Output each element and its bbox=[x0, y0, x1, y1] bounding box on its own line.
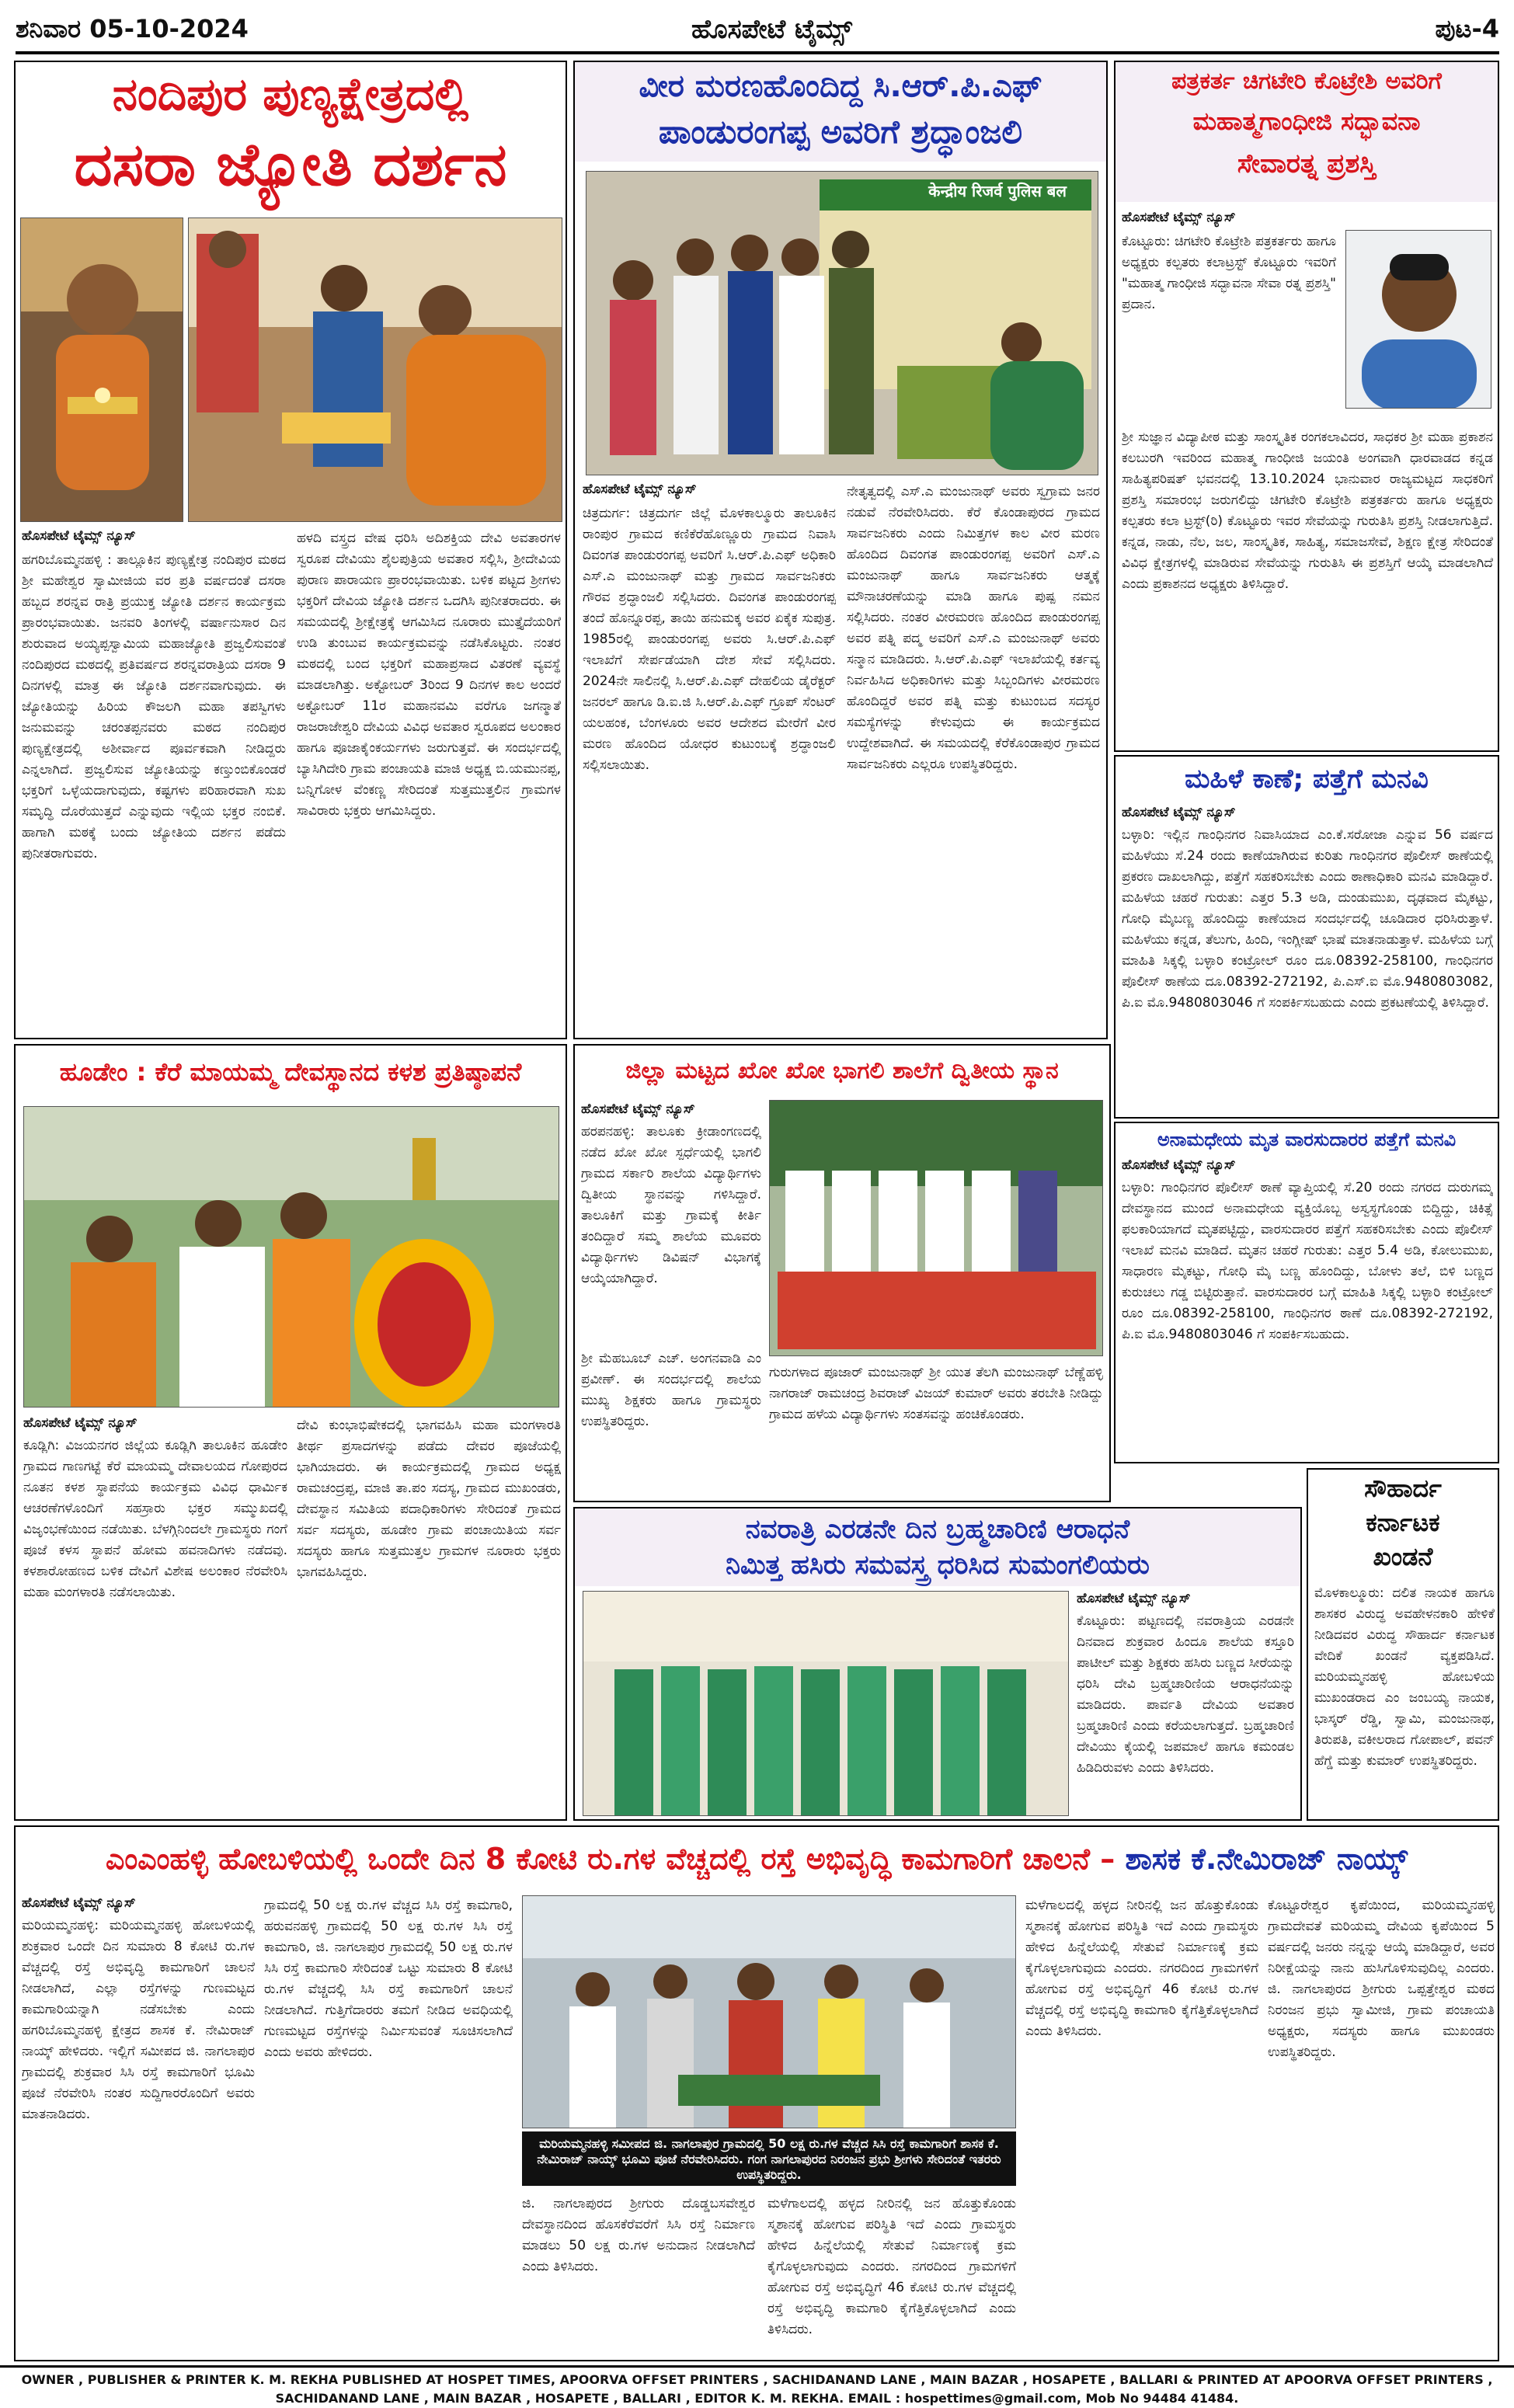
story-mmhalli-col-6: ಕೊಟ್ಟೂರೇಶ್ವರ ಕೃಪೆಯಿಂದ, ಮರಿಯಮ್ಮನಹಳ್ಳಿ ಗ್ರಾಮದೇವತೆ ಮರಿಯಮ್ಮ ದೇವಿಯ ಕೃಪೆಯಿಂದ 5 ವರ್ಷದಲ್ಲಿ ಜನರು ನನ್ನನ್ನು ಆಯ್ಕೆ ಮಾಡಿದ್ದಾರೆ, ಅವರ ನಿರೀಕ್ಷೆಯನ್ನು ನಾನು ಹುಸಿಗೊಳಿಸುವುದಿಲ್ಲ ಎಂದರು. ಜಿ. ನಾಗಲಾಪುರದ ಶ್ರೀಗುರು ಒಪ್ಪತ್ತೇಶ್ವರ ಮಠದ ನಿರಂಜನ ಪ್ರಭು ಸ್ವಾಮೀಜಿ, ಗ್ರಾಮ ಪಂಚಾಯತಿ ಅಧ್ಯಕ್ಷರು, ಸದಸ್ಯರು ಹಾಗೂ ಮುಖಂಡರು ಉಪಸ್ಥಿತರಿದ್ದರು. bbox=[1268, 1898, 1495, 2060]
story-sauharda-headline-3: ಖಂಡನೆ bbox=[1373, 1542, 1433, 1571]
story-mmhalli-col-5: ಮಳೆಗಾಲದಲ್ಲಿ ಹಳ್ಳದ ನೀರಿನಲ್ಲಿ ಜನ ಹೊತ್ತುಕೊಂಡು ಸ್ಮಶಾನಕ್ಕೆ ಹೋಗುವ ಪರಿಸ್ಥಿತಿ ಇದೆ ಎಂದು ಗ್ರಾಮಸ್ಥರು ಹೇಳಿದ ಹಿನ್ನೆಲೆಯಲ್ಲಿ ಸೇತುವೆ ನಿರ್ಮಾಣಕ್ಕೆ ಕ್ರಮ ಕೈಗೊಳ್ಳಲಾಗುವುದು ಎಂದರು. ನಗರದಿಂದ ಗ್ರಾಮಗಳಿಗೆ ಹೋಗುವ ರಸ್ತೆ ಅಭಿವೃದ್ಧಿಗೆ 46 ಕೋಟಿ ರು.ಗಳ ವೆಚ್ಚದಲ್ಲಿ ರಸ್ತೆ ಅಭಿವೃದ್ಧಿ ಕಾಮಗಾರಿ ಕೈಗೆತ್ತಿಕೊಳ್ಳಲಾಗಿದೆ ಎಂದು ತಿಳಿಸಿದರು. bbox=[1025, 1898, 1258, 2039]
story-nandipura-headline-1: ನಂದಿಪುರ ಪುಣ್ಯಕ್ಷೇತ್ರದಲ್ಲಿ bbox=[112, 68, 469, 120]
story-mmhalli-col-1: ಮರಿಯಮ್ಮನಹಳ್ಳಿ: ಮರಿಯಮ್ಮನಹಳ್ಳಿ ಹೋಬಳಿಯಲ್ಲಿ ಶುಕ್ರವಾರ ಒಂದೇ ದಿನ ಸುಮಾರು 8 ಕೋಟಿ ರು.ಗಳ ವೆಚ್ಚದಲ್ಲಿ ರಸ್ತೆ ಅಭಿವೃದ್ಧಿ ಕಾಮಗಾರಿಗೆ ಚಾಲನೆ ನೀಡಲಾಗಿದೆ, ಎಲ್ಲಾ ರಸ್ತೆಗಳನ್ನು ಗುಣಮಟ್ಟದ ಕಾಮಗಾರಿಯನ್ನಾಗಿ ನಡೆಸಬೇಕು ಎಂದು ಹಗರಿಬೊಮ್ಮನಹಳ್ಳಿ ಕ್ಷೇತ್ರದ ಶಾಸಕ ಕೆ. ನೇಮಿರಾಜ್ ನಾಯ್ಕ್ ಹೇಳಿದರು. ಇಲ್ಲಿಗೆ ಸಮೀಪದ ಜಿ. ನಾಗಲಾಪುರ ಗ್ರಾಮದಲ್ಲಿ ಶುಕ್ರವಾರ ಸಿಸಿ ರಸ್ತೆ ಕಾಮಗಾರಿಗೆ ಭೂಮಿ ಪೂಜೆ ನೆರವೇರಿಸಿ ನಂತರ ಸುದ್ದಿಗಾರರೊಂದಿಗೆ ಅವರು ಮಾತನಾಡಿದರು. bbox=[22, 1918, 255, 2122]
story-journalist-award bbox=[1114, 61, 1499, 752]
photo-green-saree-group bbox=[583, 1591, 1069, 1816]
photo-crpf-ceremony bbox=[586, 171, 1098, 475]
story-sauharda-body: ಮೊಳಕಾಲ್ಮೂರು: ದಲಿತ ನಾಯಕ ಹಾಗೂ ಶಾಸಕರ ವಿರುದ್ಧ ಅವಹೇಳನಕಾರಿ ಹೇಳಿಕೆ ನೀಡಿದವರ ವಿರುದ್ಧ ಸೌಹಾರ್ದ ಕರ್ನಾಟಕ ವೇದಿಕೆ ಖಂಡನೆ ವ್ಯಕ್ತಪಡಿಸಿದೆ. ಮರಿಯಮ್ಮನಹಳ್ಳಿ ಹೋಬಳಿಯ ಮುಖಂಡರಾದ ಎಂ ಜಂಬಯ್ಯ ನಾಯಕ, ಭಾಸ್ಕರ್ ರೆಡ್ಡಿ, ಸ್ವಾಮಿ, ಮಂಜುನಾಥ, ತಿರುಪತಿ, ವಕೀಲರಾದ ಗೋಪಾಲ್, ಪವನ್ ಹೆಗ್ಡೆ ಮತ್ತು ಕುಮಾರ್ ಉಪಸ್ಥಿತರಿದ್ದರು. bbox=[1314, 1585, 1495, 1769]
story-crpf-col-2: ನೇತೃತ್ವದಲ್ಲಿ ಎಸ್.ಎ ಮಂಜುನಾಥ್ ಅವರು ಸ್ವಗ್ರಾಮ ಜನರ ನಡುವೆ ನೆರವೇರಿಸಿದರು. ಕೆರೆ ಕೊಂಡಾಪುರದ ಗ್ರಾಮದ ಸಾರ್ವಜನಿಕರು ಎಂದು ನಿಮಿತ್ತಗಳ ಕಾಲ ವೀರ ಮರಣ ಹೊಂದಿದ ದಿವಂಗತ ಪಾಂಡುರಂಗಪ್ಪ ಅವರಿಗೆ ಎಸ್.ಎ ಮಂಜುನಾಥ್ ಹಾಗೂ ಸಾರ್ವಜನಿಕರು ಆತ್ಮಕ್ಕೆ ಮೌನಾಚರಣೆಯನ್ನು ಮಾಡಿ ಹಾಗೂ ಪುಷ್ಪ ನಮನ ಸಲ್ಲಿಸಿದರು. ನಂತರ ವೀರಮರಣ ಹೊಂದಿದ ಪಾಂಡುರಂಗಪ್ಪ ಅವರ ಪತ್ನಿ ಪದ್ಮ ಅವರಿಗೆ ಎಸ್.ಎ ಮಂಜುನಾಥ್ ಅವರು ಸನ್ಮಾನ ಮಾಡಿದರು. ಸಿ.ಆರ್.ಪಿ.ಎಫ್ ಇಲಾಖೆಯಲ್ಲಿ ಕರ್ತವ್ಯ ನಿರ್ವಹಿಸಿದ ಅಧಿಕಾರಿಗಳು ಮತ್ತು ಸಿಬ್ಬಂದಿಗಳು ವೀರಮರಣ ಹೊಂದಿದ್ದರೆ ಅವರ ಪತ್ನಿ ಮತ್ತು ಕುಟುಂಬದ ಸದಸ್ಯರ ಸಮಸ್ಯೆಗಳನ್ನು ಕೇಳುವುದು ಈ ಕಾರ್ಯಕ್ರಮದ ಉದ್ದೇಶವಾಗಿದೆ. ಈ ಸಮಯದಲ್ಲಿ ಕೆರೆಕೊಂಡಾಪುರ ಗ್ರಾಮದ ಸಾರ್ವಜನಿಕರು ಎಲ್ಲರೂ ಉಪಸ್ಥಿತರಿದ್ದರು. bbox=[847, 484, 1100, 772]
story-unidentified-byline: ಹೊಸಪೇಟೆ ಟೈಮ್ಸ್ ನ್ಯೂಸ್ bbox=[1122, 1157, 1236, 1173]
story-mmhalli-headline-main: ಎಂಎಂಹಳ್ಳಿ ಹೋಬಳಿಯಲ್ಲಿ ಒಂದೇ ದಿನ 8 ಕೋಟಿ ರು.ಗಳ ವೆಚ್ಚದಲ್ಲಿ ರಸ್ತೆ ಅಭಿವೃದ್ಧಿ ಕಾಮಗಾರಿಗೆ ಚಾಲನೆ bbox=[105, 1842, 1091, 1876]
story-missing-body: ಬಳ್ಳಾರಿ: ಇಲ್ಲಿನ ಗಾಂಧಿನಗರ ನಿವಾಸಿಯಾದ ಎಂ.ಕೆ.ಸರೋಜಾ ಎನ್ನುವ 56 ವರ್ಷದ ಮಹಿಳೆಯು ಸೆ.24 ರಂದು ಕಾಣೆಯಾಗಿರುವ ಕುರಿತು ಗಾಂಧಿನಗರ ಪೊಲೀಸ್ ಠಾಣೆಯಲ್ಲಿ ಪ್ರಕರಣ ದಾಖಲಾಗಿದ್ದು, ಪತ್ತೆಗೆ ಸಹಕರಿಸಬೇಕು ಎಂದು ಠಾಣಾಧಿಕಾರಿ ಮನವಿ ಮಾಡಿದ್ದಾರೆ. ಮಹಿಳೆಯ ಚಹರೆ ಗುರುತು: ಎತ್ತರ 5.3 ಅಡಿ, ದುಂಡುಮುಖ, ದೃಢವಾದ ಮೈಕಟ್ಟು, ಗೋಧಿ ಮೈಬಣ್ಣ ಹೊಂದಿದ್ದು ಕಾಣೆಯಾದ ಸಂದರ್ಭದಲ್ಲಿ ಚೂಡಿದಾರ ಧರಿಸಿರುತ್ತಾಳೆ. ಮಹಿಳೆಯು ಕನ್ನಡ, ತೆಲುಗು, ಹಿಂದಿ, ಇಂಗ್ಲೀಷ್ ಭಾಷೆ ಮಾತನಾಡುತ್ತಾಳೆ. ಮಹಿಳೆಯ ಬಗ್ಗೆ ಮಾಹಿತಿ ಸಿಕ್ಕಲ್ಲಿ ಬಳ್ಳಾರಿ ಕಂಟ್ರೋಲ್ ರೂಂ ದೂ.08392-258100, ಗಾಂಧಿನಗರ ಪೊಲೀಸ್ ಠಾಣೆಯ ದೂ.08392-272192, ಪಿ.ಎಸ್.ಐ ಮೊ.9480803082, ಪಿ.ಐ ಮೊ.9480803046 ಗೆ ಸಂಪರ್ಕಿಸಬಹುದು ಎಂದು ಪ್ರಕಟಣೆಯಲ್ಲಿ ತಿಳಿಸಿದ್ದಾರೆ. bbox=[1122, 827, 1493, 1011]
story-navaratri-headline-1: ನವರಾತ್ರಿ ಎರಡನೇ ದಿನ ಬ್ರಹ್ಮಚಾರಿಣಿ ಆರಾಧನೆ bbox=[745, 1514, 1130, 1545]
imprint-line-1: OWNER , PUBLISHER & PRINTER K. M. REKHA PUBLISHED AT HOSPET TIMES, APOORVA OFFSET PRINTERS , SACHIDANAND LANE , MAIN BAZAR , HOSAPETE , BALLARI & PRINTED AT APOORVA OFFSET PRINTERS , bbox=[21, 2372, 1493, 2387]
story-hudem-byline: ಹೊಸಪೇಟೆ ಟೈಮ್ಸ್ ನ್ಯೂಸ್ bbox=[23, 1415, 137, 1431]
crpf-banner-text: केन्द्रीय रिजर्व पुलिस बल bbox=[928, 182, 1067, 200]
story-mmhalli-headline bbox=[16, 1843, 1498, 1877]
story-award-headline-1: ಪತ್ರಕರ್ತ ಚಿಗಟೇರಿ ಕೊಟ್ರೇಶಿ ಅವರಿಗೆ bbox=[1171, 68, 1442, 95]
story-sauharda-headline-1: ಸೌಹಾರ್ದ bbox=[1364, 1474, 1442, 1503]
story-hudem-col-2: ದೇವಿ ಕುಂಭಾಭಿಷೇಕದಲ್ಲಿ ಭಾಗವಹಿಸಿ ಮಹಾ ಮಂಗಳಾರತಿ ತೀರ್ಥ ಪ್ರಸಾದಗಳನ್ನು ಪಡೆದು ದೇವರ ಪೂಜೆಯಲ್ಲಿ ಭಾಗಿಯಾದರು. ಈ ಕಾರ್ಯಕ್ರಮದಲ್ಲಿ ಗ್ರಾಮದ ಅಧ್ಯಕ್ಷ ರಾಮಚಂದ್ರಪ್ಪ, ಮಾಜಿ ತಾ.ಪಂ ಸದಸ್ಯ, ಗ್ರಾಮದ ಮುಖಂಡರು, ದೇವಸ್ಥಾನ ಸಮಿತಿಯ ಪದಾಧಿಕಾರಿಗಳು ಸೇರಿದಂತೆ ಗ್ರಾಮದ ಸರ್ವ ಸದಸ್ಯರು, ಹೂಡೇಂ ಗ್ರಾಮ ಪಂಚಾಯಿತಿಯ ಸರ್ವ ಸದಸ್ಯರು ಹಾಗೂ ಸುತ್ತಮುತ್ತಲ ಗ್ರಾಮಗಳ ನೂರಾರು ಭಕ್ತರು ಭಾಗವಹಿಸಿದ್ದರು. bbox=[297, 1418, 561, 1580]
story-navaratri-headline-2: ನಿಮಿತ್ತ ಹಸಿರು ಸಮವಸ್ತ್ರ ಧರಿಸಿದ ಸುಮಂಗಲಿಯರು bbox=[726, 1550, 1150, 1581]
story-nandipura-col-1: ಹಗರಿಬೊಮ್ಮನಹಳ್ಳಿ : ತಾಲ್ಲೂಕಿನ ಪುಣ್ಯಕ್ಷೇತ್ರ ನಂದಿಪುರ ಮಠದ ಶ್ರೀ ಮಹೇಶ್ವರ ಸ್ವಾಮೀಜಿಯ ವರ ಪ್ರತಿ ವರ್ಷದಂತೆ ದಸರಾ ಹಬ್ಬದ ಶರನ್ನವ ರಾತ್ರಿ ಪ್ರಯುಕ್ತ ಜ್ಯೋತಿ ದರ್ಶನ ಕಾರ್ಯಕ್ರಮ ಪ್ರಾರಂಭವಾಯಿತು. ಜನವರಿ ತಿಂಗಳಲ್ಲಿ ವರ್ಷಾನುಸಾರ ದಿನ ಶುರುವಾದ ಅಯ್ಯಪ್ಪಸ್ವಾಮಿಯ ಮಹಾಜ್ಯೋತಿ ಪ್ರಜ್ವಲಿಸುವಂತೆ ನಂದಿಪುರದ ಮಠದಲ್ಲಿ ಪ್ರತಿವರ್ಷದ ಶರನ್ನವರಾತ್ರಿಯ ದಸರಾ 9 ದಿನಗಳಲ್ಲಿ ಮಾತ್ರ ಈ ಜ್ಯೋತಿ ದರ್ಶನವಾಗುವುದು. ಈ ಜ್ಯೋತಿಯನ್ನು ಹಿರಿಯ ಕೌಜಲಗಿ ಮಹಾ ತಪಸ್ವಿಗಳು ಜನುಮವನ್ನು ಚರಂತಪ್ಪನವರು ಮಠದ ನಂದಿಪುರ ಪುಣ್ಯಕ್ಷೇತ್ರದಲ್ಲಿ ಅಶೀರ್ವಾದ ಪೂರ್ವಕವಾಗಿ ನೀಡಿದ್ದರು ಎನ್ನಲಾಗಿದೆ. ಪ್ರಜ್ವಲಿಸುವ ಜ್ಯೋತಿಯನ್ನು ಕಣ್ತುಂಬಿಕೊಂಡರೆ ಭಕ್ತರಿಗೆ ಒಳ್ಳೆಯದಾಗುವುದು, ಕಷ್ಟಗಳು ಪರಿಹಾರವಾಗಿ ಸುಖ ಸಮೃದ್ಧಿ ದೊರೆಯುತ್ತದೆ ಎನ್ನುವುದು ಇಲ್ಲಿಯ ಭಕ್ತರ ನಂಬಿಕೆ. ಹಾಗಾಗಿ ಮಠಕ್ಕೆ ಬಂದು ಜ್ಯೋತಿಯ ದರ್ಶನ ಪಡೆದು ಪುನೀತರಾಗುವರು. bbox=[22, 552, 286, 861]
story-hudem-headline: ಹೂಡೇಂ : ಕೆರೆ ಮಾಯಮ್ಮ ದೇವಸ್ಥಾನದ ಕಳಶ ಪ್ರತಿಷ್ಠಾಪನೆ bbox=[59, 1057, 522, 1087]
story-crpf-headline-2: ಪಾಂಡುರಂಗಪ್ಪ ಅವರಿಗೆ ಶ್ರದ್ಧಾಂಜಲಿ bbox=[658, 113, 1023, 151]
story-unidentified-body bbox=[1114, 1122, 1499, 1463]
story-award-byline: ಹೊಸಪೇಟೆ ಟೈಮ್ಸ್ ನ್ಯೂಸ್ bbox=[1122, 210, 1236, 225]
photo-bhoomi-pooja bbox=[522, 1895, 1016, 2128]
story-missing-byline: ಹೊಸಪೇಟೆ ಟೈಮ್ಸ್ ನ್ಯೂಸ್ bbox=[1122, 805, 1236, 820]
story-award-intro: ಕೊಟ್ಟೂರು: ಚಿಗಟೇರಿ ಕೊಟ್ರೇಶಿ ಪತ್ರಕರ್ತರು ಹಾಗೂ ಅಧ್ಯಕ್ಷರು ಕಲ್ಪತರು ಕಲಾಟ್ರಸ್ಟ್ ಕೊಟ್ಟೂರು ಇವರಿಗೆ "ಮಹಾತ್ಮ ಗಾಂಧೀಜಿ ಸದ್ಭಾವನಾ ಸೇವಾ ರತ್ನ ಪ್ರಶಸ್ತಿ" ಪ್ರದಾನ. bbox=[1122, 234, 1336, 312]
story-mmhalli-headline-mla: ಶಾಸಕ ಕೆ.ನೇಮಿರಾಜ್ ನಾಯ್ಕ್ bbox=[1125, 1842, 1408, 1876]
story-award-headline-3: ಸೇವಾರತ್ನ ಪ್ರಶಸ್ತಿ bbox=[1237, 148, 1377, 179]
photo-dasara-ritual bbox=[188, 217, 562, 522]
story-crpf-tribute bbox=[573, 61, 1108, 1039]
story-sauharda bbox=[1307, 1468, 1499, 1821]
photo-kalasha-ceremony bbox=[23, 1106, 559, 1408]
story-mmhalli-col-4: ಮಳೆಗಾಲದಲ್ಲಿ ಹಳ್ಳದ ನೀರಿನಲ್ಲಿ ಜನ ಹೊತ್ತುಕೊಂಡು ಸ್ಮಶಾನಕ್ಕೆ ಹೋಗುವ ಪರಿಸ್ಥಿತಿ ಇದೆ ಎಂದು ಗ್ರಾಮಸ್ಥರು ಹೇಳಿದ ಹಿನ್ನೆಲೆಯಲ್ಲಿ ಸೇತುವೆ ನಿರ್ಮಾಣಕ್ಕೆ ಕ್ರಮ ಕೈಗೊಳ್ಳಲಾಗುವುದು ಎಂದರು. ನಗರದಿಂದ ಗ್ರಾಮಗಳಿಗೆ ಹೋಗುವ ರಸ್ತೆ ಅಭಿವೃದ್ಧಿಗೆ 46 ಕೋಟಿ ರು.ಗಳ ವೆಚ್ಚದಲ್ಲಿ ರಸ್ತೆ ಅಭಿವೃದ್ಧಿ ಕಾಮಗಾರಿ ಕೈಗೆತ್ತಿಕೊಳ್ಳಲಾಗಿದೆ ಎಂದು ತಿಳಿಸಿದರು. bbox=[767, 2196, 1016, 2337]
headline-dash: – bbox=[1100, 1842, 1126, 1876]
imprint-footer bbox=[0, 2365, 1514, 2408]
story-mmhalli-roads bbox=[14, 1825, 1499, 2361]
story-missing-woman bbox=[1114, 755, 1499, 1119]
story-khokho-school bbox=[573, 1044, 1111, 1502]
story-khokho-headline: ಜಿಲ್ಲಾ ಮಟ್ಟದ ಖೋ ಖೋ ಭಾಗಲಿ ಶಾಲೆಗೆ ದ್ವಿತೀಯ ಸ್ಥಾನ bbox=[625, 1057, 1059, 1084]
story-navaratri-byline: ಹೊಸಪೇಟೆ ಟೈಮ್ಸ್ ನ್ಯೂಸ್ bbox=[1077, 1591, 1191, 1606]
story-nandipura bbox=[14, 61, 567, 1039]
photo-bhoomi-pooja-caption: ಮರಿಯಮ್ಮನಹಳ್ಳಿ ಸಮೀಪದ ಜಿ. ನಾಗಲಾಪುರ ಗ್ರಾಮದಲ್ಲಿ 50 ಲಕ್ಷ ರು.ಗಳ ವೆಚ್ಚದ ಸಿಸಿ ರಸ್ತೆ ಕಾಮಗಾರಿಗೆ ಶಾಸಕ ಕೆ. ನೇಮಿರಾಜ್ ನಾಯ್ಕ್ ಭೂಮಿ ಪೂಜೆ ನೆರವೇರಿಸಿದರು. ಗಂಗ ನಾಗಲಾಪುರದ ನಿರಂಜನ ಪ್ರಭು ಶ್ರೀಗಳು ಸೇರಿದಂತೆ ಇತರರು ಉಪಸ್ಥಿತರಿದ್ದರು. bbox=[522, 2131, 1016, 2186]
photo-swamiji-jyoti bbox=[20, 217, 183, 522]
imprint-line-2: SACHIDANAND LANE , MAIN BAZAR , HOSAPETE , BALLARI , EDITOR K. M. REKHA. EMAIL : hospettimes@gmail.com, Mob No 94484 41484. bbox=[275, 2391, 1239, 2406]
story-missing-headline: ಮಹಿಳೆ ಕಾಣೆ; ಪತ್ತೆಗೆ ಮನವಿ bbox=[1185, 764, 1429, 795]
story-khokho-byline: ಹೊಸಪೇಟೆ ಟೈಮ್ಸ್ ನ್ಯೂಸ್ bbox=[581, 1101, 695, 1117]
page-number: ಪುಟ-4 bbox=[1435, 14, 1499, 43]
issue-date: ಶನಿವಾರ 05-10-2024 bbox=[16, 14, 249, 43]
story-khokho-col-3: ಶ್ರೀ ಮೆಹಬೂಬ್ ಎಚ್. ಅಂಗನವಾಡಿ ಎಂ ಪ್ರವೀಣ್. ಈ ಸಂದರ್ಭದಲ್ಲಿ ಶಾಲೆಯ ಮುಖ್ಯ ಶಿಕ್ಷಕರು ಹಾಗೂ ಗ್ರಾಮಸ್ಥರು ಉಪಸ್ಥಿತರಿದ್ದರು. bbox=[581, 1351, 761, 1429]
story-award-body: ಶ್ರೀ ಸುಜ್ಞಾನ ವಿದ್ಯಾಪೀಠ ಮತ್ತು ಸಾಂಸ್ಕೃತಿಕ ರಂಗಕಲಾವಿದರ, ಸಾಧಕರ ಶ್ರೀ ಮಹಾ ಪ್ರಕಾಶನ ಕಲಬುರಗಿ ಇವರಿಂದ ಮಹಾತ್ಮ ಗಾಂಧೀಜಿ ಜಯಂತಿ ಅಂಗವಾಗಿ ಧಾರವಾಡದ ಕನ್ನಡ ಸಾಹಿತ್ಯಪರಿಷತ್ ಭವನದಲ್ಲಿ 13.10.2024 ಭಾನುವಾರ ರಾಜ್ಯಮಟ್ಟದ ಸಾಧಕರಿಗೆ ಪ್ರಶಸ್ತಿ ಸಮಾರಂಭ ಜರುಗಲಿದ್ದು ಚಿಗಟೇರಿ ಕೊಟ್ರೇಶಿ ಪತ್ರಕರ್ತರು ಹಾಗೂ ಅಧ್ಯಕ್ಷರು ಕಲ್ಪತರು ಕಲಾ ಟ್ರಸ್ಟ್(ರಿ) ಕೊಟ್ಟೂರು ಇವರ ಸೇವೆಯನ್ನು ಗುರುತಿಸಿ ಪ್ರಶಸ್ತಿ ನೀಡಲಾಗುತ್ತಿದೆ. ಕನ್ನಡ, ನಾಡು, ನೆಲ, ಜಲ, ಸಾಂಸ್ಕೃತಿಕ, ಸಾಹಿತ್ಯ, ಸಮಾಜಸೇವೆ, ಶಿಕ್ಷಣ ಕ್ಷೇತ್ರ ಸೇರಿದಂತೆ ವಿವಿಧ ಕ್ಷೇತ್ರಗಳಲ್ಲಿ ಮಾಡಿರುವ ಸೇವೆಯನ್ನು ಗುರುತಿಸಿ ಈ ಪ್ರಶಸ್ತಿಗೆ ಆಯ್ಕೆ ಮಾಡಲಾಗಿದೆ ಎಂದು ಪ್ರಕಾಶನದ ಅಧ್ಯಕ್ಷರು ತಿಳಿಸಿದ್ದಾರೆ. bbox=[1122, 430, 1493, 592]
photo-kotreshi-portrait bbox=[1345, 230, 1491, 409]
story-hudem-col-1: ಕೂಡ್ಲಿಗಿ: ವಿಜಯನಗರ ಜಿಲ್ಲೆಯ ಕೂಡ್ಲಿಗಿ ತಾಲೂಕಿನ ಹೂಡೇಂ ಗ್ರಾಮದ ಗಾಣಗಟ್ಟೆ ಕೆರೆ ಮಾಯಮ್ಮ ದೇವಾಲಯದ ಗೋಪುರದ ನೂತನ ಕಳಶ ಸ್ಥಾಪನೆಯ ಕಾರ್ಯಕ್ರಮ ವಿವಿಧ ಧಾರ್ಮಿಕ ಆಚರಣೆಗಳೊಂದಿಗೆ ಸಹಸ್ರಾರು ಭಕ್ತರ ಸಮ್ಮುಖದಲ್ಲಿ ವಿಜೃಂಭಣೆಯಿಂದ ನಡೆಯಿತು. ಬೆಳಗ್ಗಿನಿಂದಲೇ ಗ್ರಾಮಸ್ಥರು ಗಂಗೆ ಪೂಜೆ ಕಳಸ ಸ್ಥಾಪನೆ ಹೋಮ ಹವನಾದಿಗಳು ನಡೆದವು. ಕಳಶಾರೋಹಣದ ಬಳಿಕ ದೇವಿಗೆ ವಿಶೇಷ ಅಲಂಕಾರ ನೆರವೇರಿಸಿ ಮಹಾ ಮಂಗಳಾರತಿ ನಡೆಸಲಾಯಿತು. bbox=[23, 1438, 287, 1600]
story-crpf-byline: ಹೊಸಪೇಟೆ ಟೈಮ್ಸ್ ನ್ಯೂಸ್ bbox=[583, 482, 697, 497]
story-award-headline-2: ಮಹಾತ್ಮಗಾಂಧೀಜಿ ಸದ್ಭಾವನಾ bbox=[1192, 106, 1421, 136]
story-navaratri bbox=[573, 1507, 1302, 1821]
story-sauharda-headline-2: ಕರ್ನಾಟಕ bbox=[1366, 1508, 1440, 1537]
story-hudem-temple bbox=[14, 1044, 567, 1821]
story-crpf-col-1: ಚಿತ್ರದುರ್ಗ: ಚಿತ್ರದುರ್ಗ ಜಿಲ್ಲೆ ಮೊಳಕಾಲ್ಮೂರು ತಾಲೂಕಿನ ರಾಂಪುರ ಗ್ರಾಮದ ಕಣಿಕೆರೆಹೊಣ್ಣೂರು ಗ್ರಾಮದ ನಿವಾಸಿ ದಿವಂಗತ ಪಾಂಡುರಂಗಪ್ಪ ಅವರಿಗೆ ಸಿ.ಆರ್.ಪಿ.ಎಫ್ ಅಧಿಕಾರಿ ಎಸ್.ಎ ಮಂಜುನಾಥ್ ಮತ್ತು ಗ್ರಾಮದ ಸಾರ್ವಜನಿಕರು ಗೌರವ ಶ್ರದ್ಧಾಂಜಲಿ ಸಲ್ಲಿಸಿದರು. ದಿವಂಗತ ಪಾಂಡುರಂಗಪ್ಪ ತಂದೆ ಹೊನ್ನೂರಪ್ಪ, ತಾಯಿ ಹನುಮಕ್ಕ ಅವರ ಏಕೈಕ ಸುಪುತ್ರ. 1985ರಲ್ಲಿ ಪಾಂಡುರಂಗಪ್ಪ ಅವರು ಸಿ.ಆರ್.ಪಿ.ಎಫ್ ಇಲಾಖೆಗೆ ಸೇರ್ಪಡೆಯಾಗಿ ದೇಶ ಸೇವೆ ಸಲ್ಲಿಸಿದರು. 2024ನೇ ಸಾಲಿನಲ್ಲಿ ಸಿ.ಆರ್.ಪಿ.ಎಫ್ ದೇಹಲಿಯ ಡೈರೆಕ್ಟರ್ ಜನರಲ್ ಹಾಗೂ ಡಿ.ಐ.ಜಿ ಸಿ.ಆರ್.ಪಿ.ಎಫ್ ಗ್ರೂಪ್ ಸೆಂಟರ್ ಯಲಹಂಕ, ಬೆಂಗಳೂರು ಅವರ ಆದೇಶದ ಮೇರೆಗೆ ವೀರ ಮರಣ ಹೊಂದಿದ ಯೋಧರ ಕುಟುಂಬಕ್ಕೆ ಶ್ರದ್ಧಾಂಜಲಿ ಸಲ್ಲಿಸಲಾಯಿತು. bbox=[583, 506, 836, 773]
story-unidentified-headline: ಅನಾಮಧೇಯ ಮೃತ ವಾರಸುದಾರರ ಪತ್ತೆಗೆ ಮನವಿ bbox=[1157, 1129, 1457, 1150]
paper-name: ಹೊಸಪೇಟೆ ಟೈಮ್ಸ್ bbox=[691, 14, 852, 45]
story-mmhalli-col-3: ಜಿ. ನಾಗಲಾಪುರದ ಶ್ರೀಗುರು ದೊಡ್ಡಬಸವೇಶ್ವರ ದೇವಸ್ಥಾನದಿಂದ ಹೊಸಕೆರೆವರೆಗೆ ಸಿಸಿ ರಸ್ತೆ ನಿರ್ಮಾಣ ಮಾಡಲು 50 ಲಕ್ಷ ರು.ಗಳ ಅನುದಾನ ನೀಡಲಾಗಿದೆ ಎಂದು ತಿಳಿಸಿದರು. bbox=[522, 2196, 755, 2274]
story-mmhalli-byline: ಹೊಸಪೇಟೆ ಟೈಮ್ಸ್ ನ್ಯೂಸ್ bbox=[22, 1895, 136, 1911]
story-navaratri-body: ಕೊಟ್ಟೂರು: ಪಟ್ಟಣದಲ್ಲಿ ನವರಾತ್ರಿಯ ಎರಡನೇ ದಿನವಾದ ಶುಕ್ರವಾರ ಹಿಂದೂ ಶಾಲೆಯ ಕಸ್ತೂರಿ ಪಾಟೀಲ್ ಮತ್ತು ಶಿಕ್ಷಕರು ಹಸಿರು ಬಣ್ಣದ ಸೀರೆಯನ್ನು ಧರಿಸಿ ದೇವಿ ಬ್ರಹ್ಮಚಾರಿಣಿಯ ಆರಾಧನೆಯನ್ನು ಮಾಡಿದರು. ಪಾರ್ವತಿ ದೇವಿಯ ಅವತಾರ ಬ್ರಹ್ಮಚಾರಿಣಿ ಎಂದು ಕರೆಯಲಾಗುತ್ತದೆ. ಬ್ರಹ್ಮಚಾರಿಣಿ ದೇವಿಯು ಕೈಯಲ್ಲಿ ಜಪಮಾಲೆ ಹಾಗೂ ಕಮಂಡಲ ಹಿಡಿದಿರುವಳು ಎಂದು ತಿಳಿಸಿದರು. bbox=[1077, 1613, 1294, 1776]
story-mmhalli-col-2: ಗ್ರಾಮದಲ್ಲಿ 50 ಲಕ್ಷ ರು.ಗಳ ವೆಚ್ಚದ ಸಿಸಿ ರಸ್ತೆ ಕಾಮಗಾರಿ, ಹರುವನಹಳ್ಳಿ ಗ್ರಾಮದಲ್ಲಿ 50 ಲಕ್ಷ ರು.ಗಳ ಸಿಸಿ ರಸ್ತೆ ಕಾಮಗಾರಿ, ಜಿ. ನಾಗಲಾಪುರ ಗ್ರಾಮದಲ್ಲಿ 50 ಲಕ್ಷ ರು.ಗಳ ಸಿಸಿ ರಸ್ತೆ ಕಾಮಗಾರಿ ಸೇರಿದಂತೆ ಒಟ್ಟು ಸುಮಾರು 8 ಕೋಟಿ ರು.ಗಳ ವೆಚ್ಚದಲ್ಲಿ ಸಿಸಿ ರಸ್ತೆ ಕಾಮಗಾರಿಗೆ ಚಾಲನೆ ನೀಡಲಾಗಿದೆ. ಗುತ್ತಿಗೆದಾರರು ತಮಗೆ ನೀಡಿದ ಅವಧಿಯಲ್ಲಿ ಗುಣಮಟ್ಟದ ರಸ್ತೆಗಳನ್ನು ನಿರ್ಮಿಸುವಂತೆ ಸೂಚಿಸಲಾಗಿದೆ ಎಂದು ಅವರು ಹೇಳಿದರು. bbox=[264, 1898, 513, 2060]
story-khokho-col-2: ಗುರುಗಳಾದ ಪೂಜಾರ್ ಮಂಜುನಾಥ್ ಶ್ರೀ ಯುತ ತೆಲಗಿ ಮಂಜುನಾಥ್ ಬೆಣ್ಣೆಹಳ್ಳಿ ನಾಗರಾಜ್ ರಾಮಚಂದ್ರ ಶಿವರಾಜ್ ವಿಜಯ್ ಕುಮಾರ್ ಅವರು ತರಬೇತಿ ನೀಡಿದ್ದು ಗ್ರಾಮದ ಹಳೆಯ ವಿದ್ಯಾರ್ಥಿಗಳು ಸಂತಸವನ್ನು ಹಂಚಿಕೊಂಡರು. bbox=[769, 1365, 1103, 1422]
story-nandipura-headline-2: ದಸರಾ ಜ್ಯೋತಿ ದರ್ಶನ bbox=[74, 130, 507, 199]
story-nandipura-byline: ಹೊಸಪೇಟೆ ಟೈಮ್ಸ್ ನ್ಯೂಸ್ bbox=[22, 528, 136, 544]
story-nandipura-col-2: ಹಳದಿ ವಸ್ತ್ರದ ವೇಷ ಧರಿಸಿ ಅದಿಶಕ್ತಿಯ ದೇವಿ ಅವತಾರಗಳ ಸ್ವರೂಪ ದೇವಿಯು ಶೈಲಪುತ್ರಿಯ ಅವತಾರ ಸಲ್ಲಿಸಿ, ಶ್ರೀದೇವಿಯ ಪುರಾಣ ಪಾರಾಯಣ ಪ್ರಾರಂಭವಾಯಿತು. ಬಳಿಕ ಪಟ್ಟದ ಶ್ರೀಗಳು ಭಕ್ತರಿಗೆ ದೇವಿಯ ಜ್ಯೋತಿ ದರ್ಶನ ಒದಗಿಸಿ ಪುನೀತರಾದರು. ಈ ಸಮಯದಲ್ಲಿ ಶ್ರೀಕ್ಷೇತ್ರಕ್ಕೆ ಆಗಮಿಸಿದ ನೂರಾರು ಮುತ್ತೈದೆಯರಿಗೆ ಉಡಿ ತುಂಬುವ ಕಾರ್ಯಕ್ರಮವನ್ನು ನಡೆಸಿಕೊಟ್ಟರು. ನಂತರ ಮಠದಲ್ಲಿ ಬಂದ ಭಕ್ತರಿಗೆ ಮಹಾಪ್ರಸಾದ ವಿತರಣೆ ವ್ಯವಸ್ಥೆ ಮಾಡಲಾಗಿತ್ತು. ಅಕ್ಟೋಬರ್ 3ರಿಂದ 9 ದಿನಗಳ ಕಾಲ ಅಂದರೆ ಅಕ್ಟೋಬರ್ 11ರ ಮಹಾನವಮಿ ವರೆಗೂ ಜಗನ್ಮಾತೆ ರಾಜರಾಜೇಶ್ವರಿ ದೇವಿಯ ವಿವಿಧ ಅವತಾರ ಸ್ವರೂಪದ ಅಲಂಕಾರ ಹಾಗೂ ಪೂಜಾಕೈಂಕರ್ಯಗಳು ಜರುಗುತ್ತವೆ. ಈ ಸಂದರ್ಭದಲ್ಲಿ ಬ್ಯಾಸಿಗಿದೇರಿ ಗ್ರಾಮ ಪಂಚಾಯತಿ ಮಾಜಿ ಅಧ್ಯಕ್ಷ ಬಿ.ಯಮುನಪ್ಪ, ಬನ್ನಿಗೋಳ ವೆಂಕಣ್ಣ ಸೇರಿದಂತೆ ಸುತ್ತಮುತ್ತಲಿನ ಗ್ರಾಮಗಳ ಸಾವಿರಾರು ಭಕ್ತರು ಆಗಮಿಸಿದ್ದರು. bbox=[297, 531, 561, 819]
masthead bbox=[16, 8, 1499, 54]
story-unidentified-body-text: ಬಳ್ಳಾರಿ: ಗಾಂಧಿನಗರ ಪೊಲೀಸ್ ಠಾಣೆ ವ್ಯಾಪ್ತಿಯಲ್ಲಿ ಸೆ.20 ರಂದು ನಗರದ ದುರುಗಮ್ಮ ದೇವಸ್ಥಾನದ ಮುಂದೆ ಅನಾಮಧೇಯ ವ್ಯಕ್ತಿಯೊಬ್ಬ ಅಸ್ವಸ್ಥಗೊಂಡು ಬಿದ್ದಿದ್ದು, ಚಿಕಿತ್ಸೆ ಫಲಕಾರಿಯಾಗದೆ ಮೃತಪಟ್ಟಿದ್ದು, ವಾರಸುದಾರರ ಪತ್ತೆಗೆ ಸಹಕರಿಸಬೇಕು ಎಂದು ಪೊಲೀಸ್ ಇಲಾಖೆ ಮನವಿ ಮಾಡಿದೆ. ಮೃತನ ಚಹರೆ ಗುರುತು: ಎತ್ತರ 5.4 ಅಡಿ, ಕೋಲುಮುಖ, ಸಾಧಾರಣ ಮೈಕಟ್ಟು, ಗೋಧಿ ಮೈ ಬಣ್ಣ ಹೊಂದಿದ್ದು, ಬೋಳು ತಲೆ, ಬಿಳಿ ಬಣ್ಣದ ಕುರುಚಲು ಗಡ್ಡ ಬಿಟ್ಟಿರುತ್ತಾನೆ. ವಾರಸುದಾರರ ಬಗ್ಗೆ ಮಾಹಿತಿ ಸಿಕ್ಕಲ್ಲಿ ಬಳ್ಳಾರಿ ಕಂಟ್ರೋಲ್ ರೂಂ ದೂ.08392-258100, ಗಾಂಧಿನಗರ ಠಾಣೆ ದೂ.08392-272192, ಪಿ.ಐ ಮೊ.9480803046 ಗೆ ಸಂಪರ್ಕಿಸಬಹುದು. bbox=[1122, 1180, 1493, 1342]
story-crpf-headline-1: ವೀರ ಮರಣಹೊಂದಿದ್ದ ಸಿ.ಆರ್.ಪಿ.ಎಫ್ bbox=[639, 68, 1042, 104]
photo-khokho-team bbox=[769, 1100, 1103, 1356]
story-khokho-col-1: ಹರಪನಹಳ್ಳಿ: ತಾಲೂಕು ಕ್ರೀಡಾಂಗಣದಲ್ಲಿ ನಡೆದ ಖೋ ಖೋ ಸ್ಪರ್ಧೆಯಲ್ಲಿ ಭಾಗಲಿ ಗ್ರಾಮದ ಸರ್ಕಾರಿ ಶಾಲೆಯ ವಿದ್ಯಾರ್ಥಿಗಳು ದ್ವಿತೀಯ ಸ್ಥಾನವನ್ನು ಗಳಿಸಿದ್ದಾರೆ. ತಾಲೂಕಿಗೆ ಮತ್ತು ಗ್ರಾಮಕ್ಕೆ ಕೀರ್ತಿ ತಂದಿದ್ದಾರೆ ಸಮ್ಮ ಶಾಲೆಯ ಮೂವರು ವಿದ್ಯಾರ್ಥಿಗಳು ಡಿವಿಷನ್ ವಿಭಾಗಕ್ಕೆ ಆಯ್ಕೆಯಾಗಿದ್ದಾರೆ. bbox=[581, 1124, 761, 1286]
